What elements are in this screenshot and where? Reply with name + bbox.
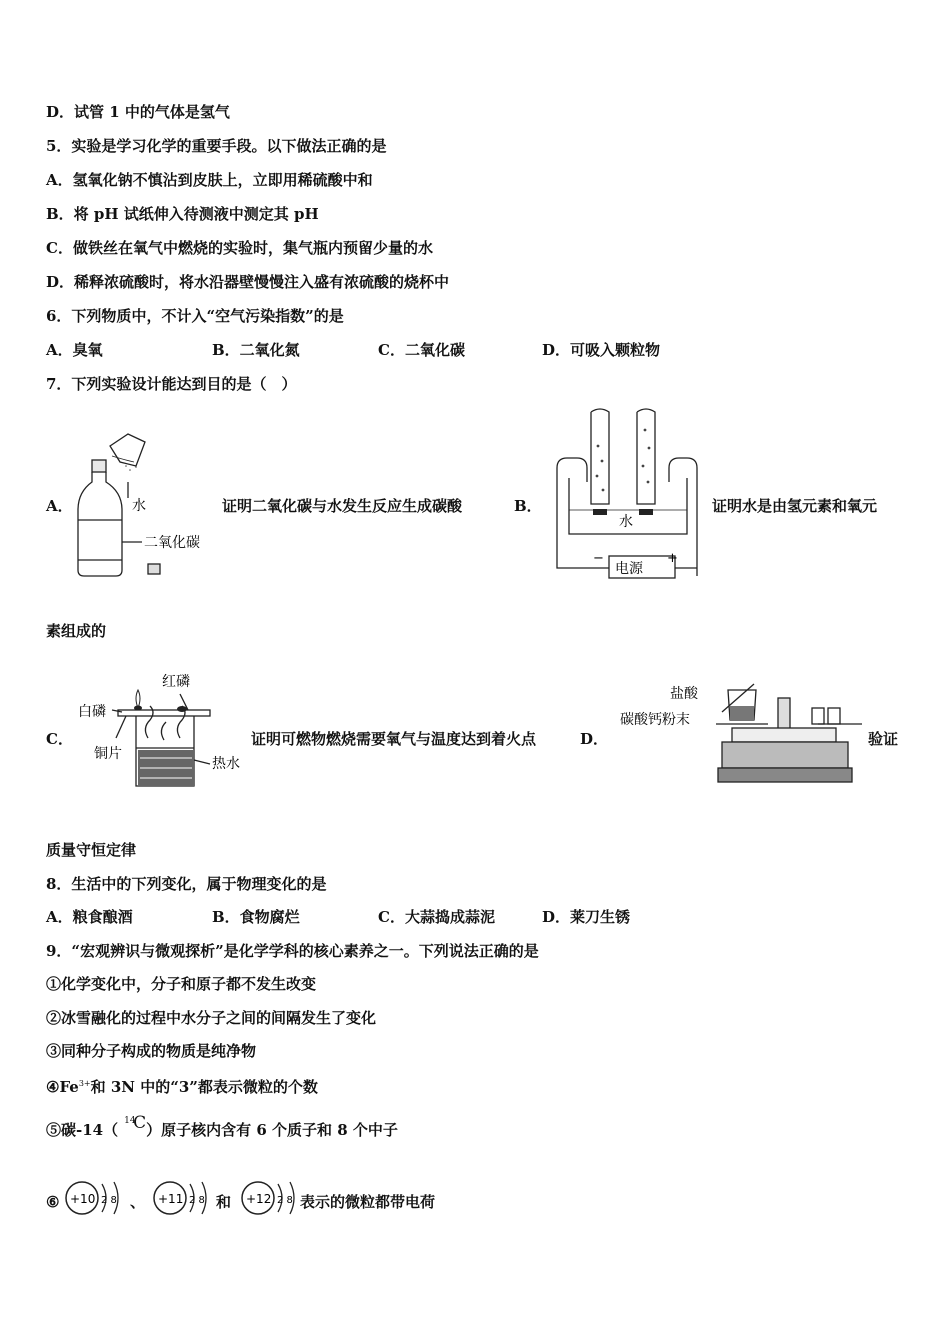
q5-option-b: B．将 pH 试纸伸入待测液中测定其 pH [46, 205, 319, 223]
q7-option-a-text: 证明二氧化碳与水发生反应生成碳酸 [222, 497, 463, 515]
q6-stem: 6．下列物质中，不计入“空气污染指数”的是 [46, 307, 344, 325]
q9-statement-4 [46, 1074, 318, 1097]
power-source-label: 电源 [615, 561, 643, 577]
nucleus-charge: +10 [70, 1192, 96, 1206]
balance-figure [618, 672, 868, 790]
q6-option-c: C．二氧化碳 [378, 341, 465, 359]
statement-5-prefix: ⑤碳-14（ [46, 1121, 119, 1139]
q5-stem: 5．实验是学习化学的重要手段。以下做法正确的是 [46, 137, 387, 155]
combustion-figure [76, 668, 251, 794]
q7-option-c-letter: C． [46, 730, 73, 748]
red-phosphorus-label: 红磷 [162, 674, 190, 690]
electron-shells: 2 8 [101, 1195, 117, 1206]
q7-stem: 7．下列实验设计能达到目的是（ ） [46, 375, 297, 393]
q7-option-d-text: 验证 [868, 730, 899, 748]
q6-option-a: A．臭氧 [46, 341, 103, 359]
separator-and: 和 [216, 1193, 232, 1211]
q7-option-a-letter: A． [46, 497, 73, 515]
nucleus-charge: +11 [158, 1192, 184, 1206]
q9-statement-3: ③同种分子构成的物质是纯净物 [46, 1042, 257, 1060]
isotope-mass-number: 14 [124, 1116, 136, 1126]
fe-ion-prefix: ④Fe [46, 1078, 79, 1096]
positive-terminal: + [667, 551, 678, 566]
copper-plate-label: 铜片 [94, 746, 122, 762]
q4-option-d: D．试管 1 中的气体是氢气 [46, 103, 230, 121]
q8-option-c: C．大蒜捣成蒜泥 [378, 908, 495, 926]
isotope-symbol: C [133, 1113, 147, 1133]
separator-comma: 、 [130, 1193, 146, 1211]
q7-option-d-continuation: 质量守恒定律 [46, 841, 137, 859]
water-label: 水 [619, 514, 633, 530]
q7-option-b-continuation: 素组成的 [46, 622, 107, 640]
statement-5-rest: ）原子核内含有 6 个质子和 8 个中子 [146, 1121, 398, 1139]
co2-bottle-figure [70, 420, 220, 585]
q8-option-b: B．食物腐烂 [212, 908, 300, 926]
q6-option-d: D．可吸入颗粒物 [542, 341, 661, 359]
q7-option-b-letter: B． [514, 497, 542, 515]
calcium-carbonate-label: 碳酸钙粉末 [620, 712, 690, 728]
nucleus-charge: +12 [246, 1192, 272, 1206]
statement-6-rest: 表示的微粒都带电荷 [300, 1193, 436, 1211]
electron-shells: 2 8 [277, 1195, 293, 1206]
ion-structure-1 [62, 1176, 130, 1222]
co2-label: 二氧化碳 [144, 535, 200, 551]
q9-stem: 9．“宏观辨识与微观探析”是化学学科的核心素养之一。下列说法正确的是 [46, 942, 539, 960]
q8-option-d: D．莱刀生锈 [542, 908, 631, 926]
ion-structure-2 [150, 1176, 218, 1222]
carbon-14-isotope [118, 1113, 147, 1141]
negative-terminal: − [593, 551, 604, 566]
q5-option-d: D．稀释浓硫酸时，将水沿器壁慢慢注入盛有浓硫酸的烧杯中 [46, 273, 450, 291]
q7-option-c-text: 证明可燃物燃烧需要氧气与温度达到着火点 [251, 730, 537, 748]
hot-water-label: 热水 [212, 756, 240, 772]
ion-structure-3 [238, 1176, 306, 1222]
electron-shells: 2 8 [189, 1195, 205, 1206]
q7-option-d-letter: D． [580, 730, 609, 748]
electrolysis-figure [553, 406, 703, 582]
water-label: 水 [132, 498, 146, 514]
q8-stem: 8．生活中的下列变化，属于物理变化的是 [46, 875, 327, 893]
q7-option-b-text: 证明水是由氢元素和氧元 [712, 497, 878, 515]
q9-statement-1: ①化学变化中，分子和原子都不发生改变 [46, 975, 317, 993]
q5-option-c: C．做铁丝在氧气中燃烧的实验时，集气瓶内预留少量的水 [46, 239, 433, 257]
q9-statement-2: ②冰雪融化的过程中水分子之间的间隔发生了变化 [46, 1009, 377, 1027]
q8-option-a: A．粮食酿酒 [46, 908, 133, 926]
statement-6-number: ⑥ [46, 1193, 60, 1211]
white-phosphorus-label: 白磷 [78, 704, 106, 720]
fe-ion-charge: 3+ [78, 1079, 91, 1088]
hydrochloric-acid-label: 盐酸 [670, 686, 698, 702]
statement-4-rest: 和 3N 中的“3”都表示微粒的个数 [90, 1078, 318, 1096]
q9-statement-5 [46, 1113, 398, 1141]
q5-option-a: A．氢氧化钠不慎沾到皮肤上，立即用稀硫酸中和 [46, 171, 373, 189]
q6-option-b: B．二氧化氮 [212, 341, 300, 359]
